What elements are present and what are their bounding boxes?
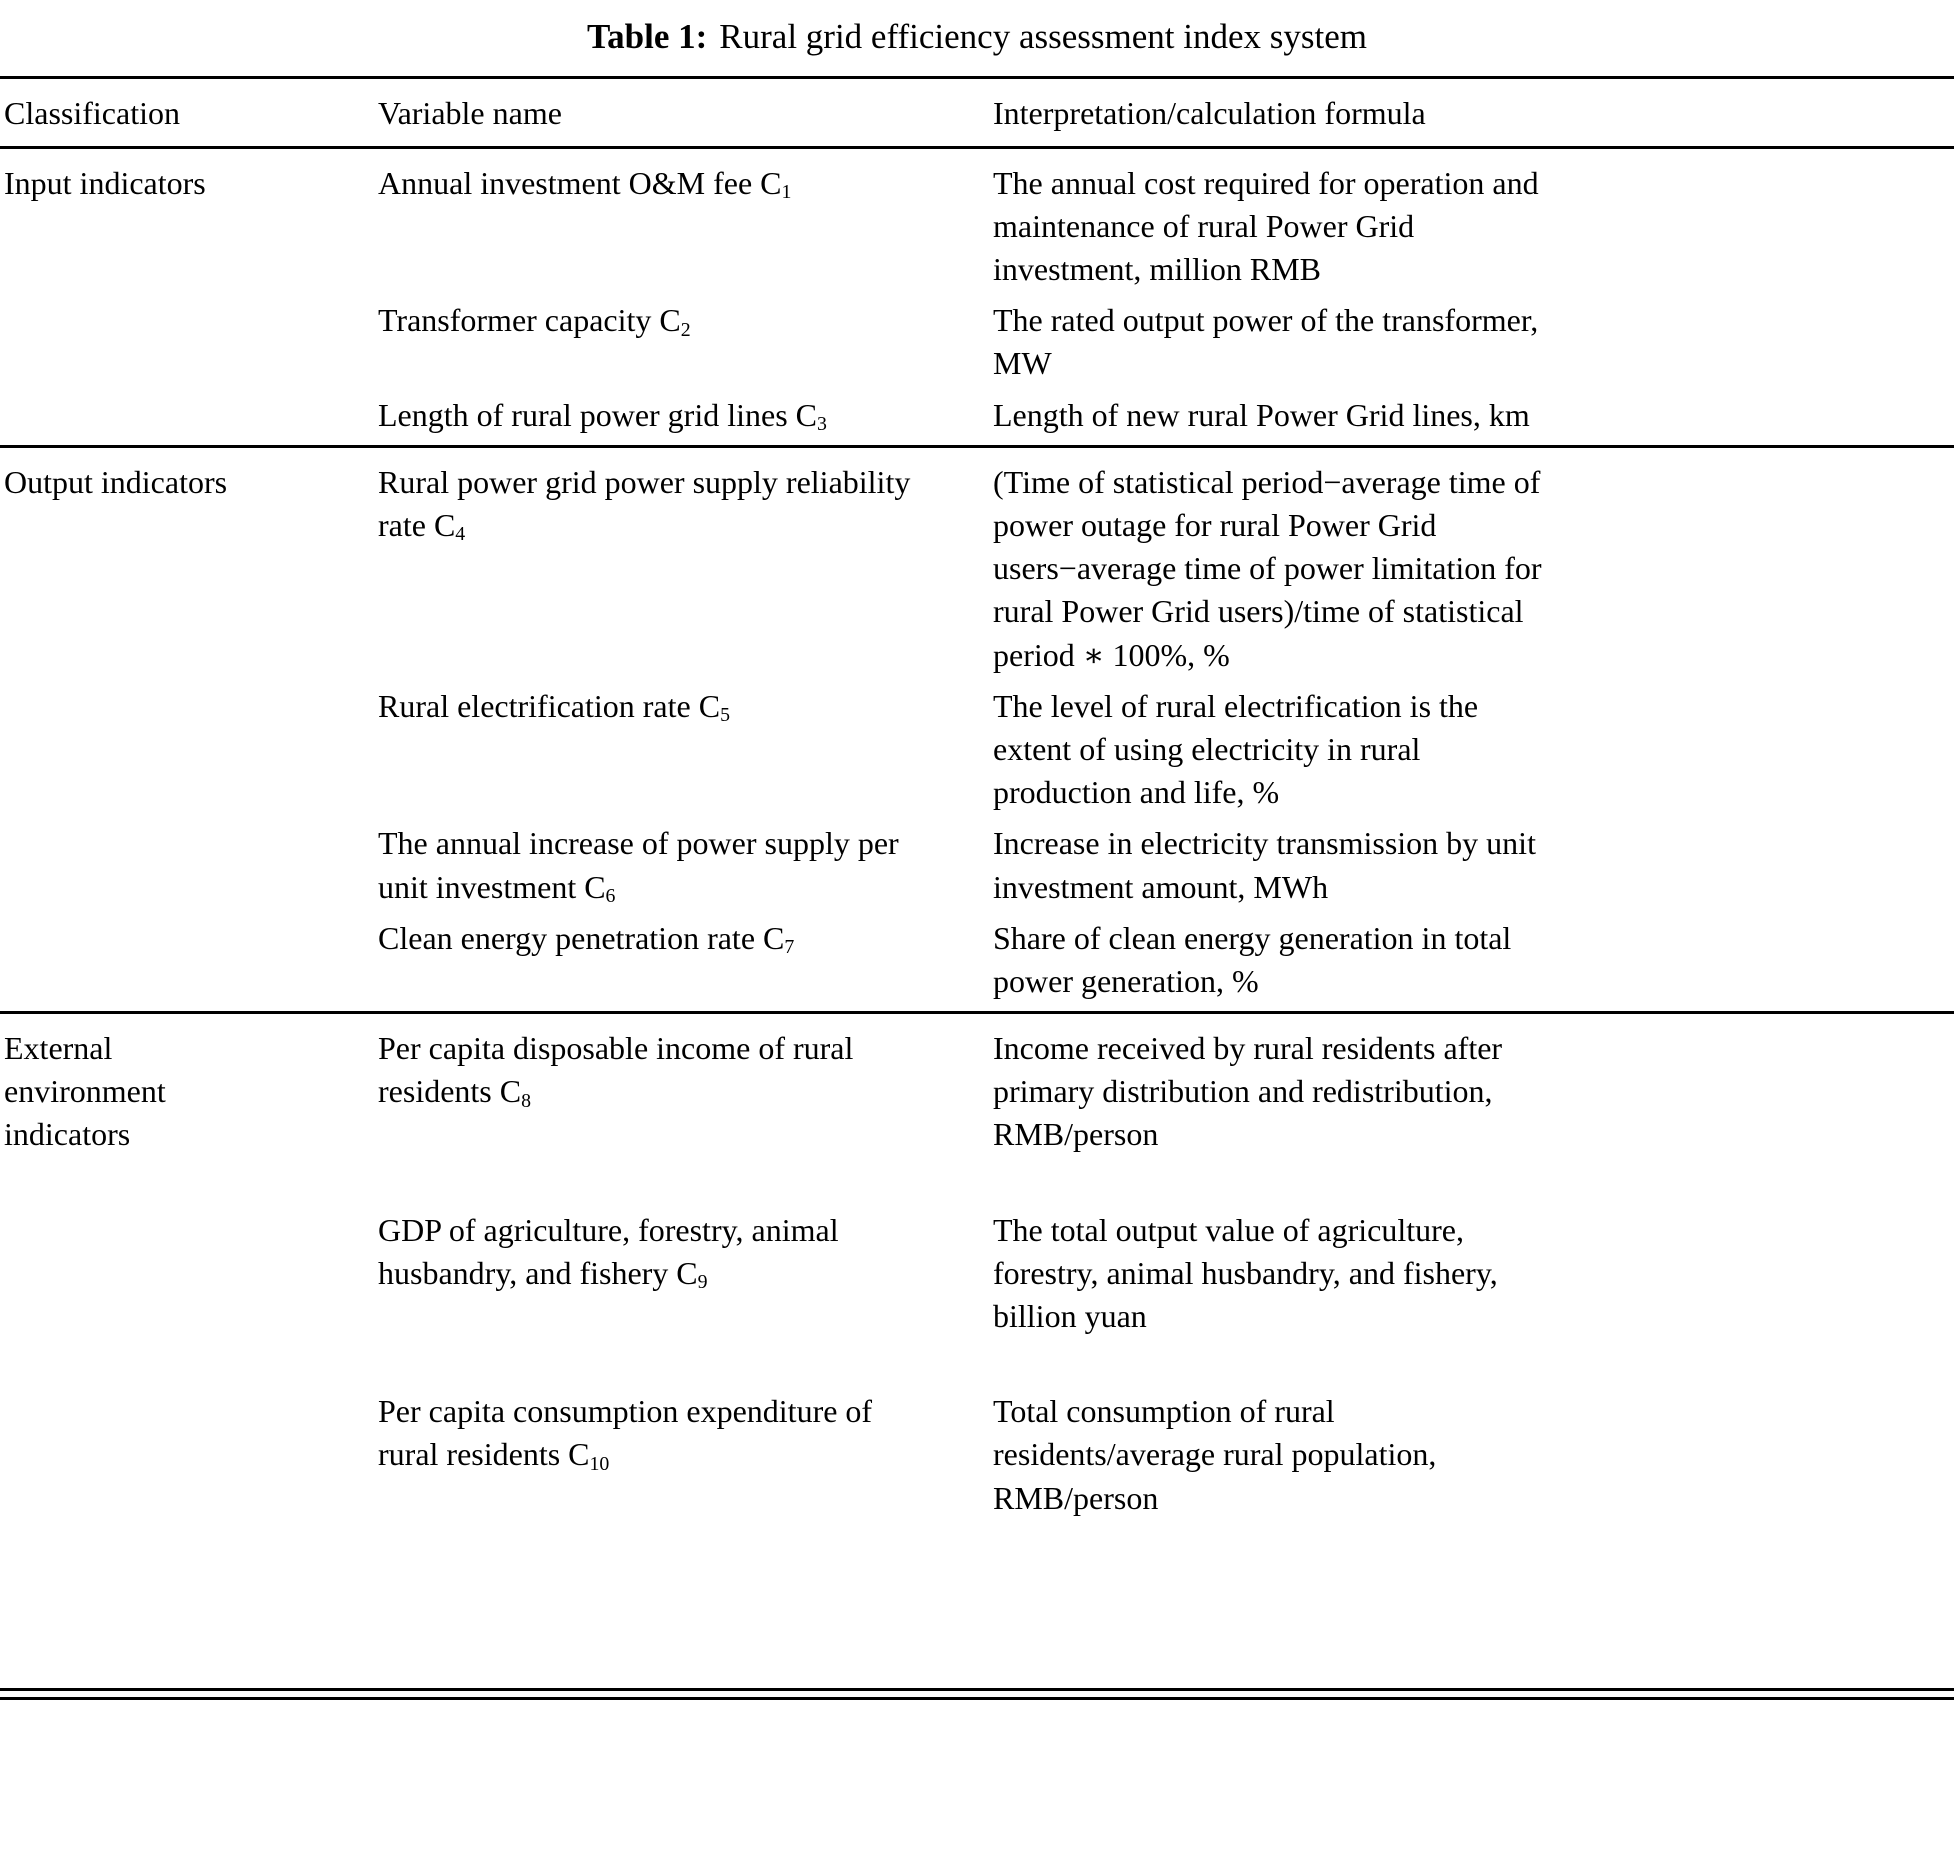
- table-title-label: Table 1:: [587, 17, 708, 56]
- cell-classification: [0, 299, 378, 393]
- cell-variable-name: [378, 299, 993, 393]
- cell-formula: (Time of statistical period−average time of power outage for rural Power Grid users−average time of power limitation for rural Power Grid users)/time of statistical period ∗ 100%, %: [993, 463, 1542, 673]
- cell-classification: [0, 1390, 378, 1689]
- variable-subscript: 8: [521, 1089, 532, 1112]
- cell-variable-name: [378, 1013, 993, 1209]
- variable-text: GDP of agriculture, forestry, animal husbandry, and fishery C: [378, 1211, 839, 1291]
- cell-formula: Increase in electricity transmission by unit investment amount, MWh: [993, 825, 1536, 905]
- cell-variable-name: [378, 446, 993, 684]
- table-group: [0, 1013, 1954, 1690]
- table-row: [0, 446, 1954, 684]
- table-row: [0, 822, 1954, 916]
- cell-formula: Income received by rural residents after primary distribution and redistribution, RMB/person: [993, 1030, 1503, 1153]
- cell-formula: The annual cost required for operation and maintenance of rural Power Grid investment, million RMB: [993, 164, 1539, 288]
- variable-text: Per capita disposable income of rural residents C: [378, 1030, 854, 1110]
- variable-subscript: 3: [817, 412, 827, 435]
- variable-subscript: 9: [697, 1271, 708, 1294]
- variable-text: Per capita consumption expenditure of rural residents C: [378, 1393, 873, 1473]
- cell-formula: The total output value of agriculture, forestry, animal husbandry, and fishery, billion yuan: [993, 1211, 1498, 1334]
- table-title-text: Rural grid efficiency assessment index system: [719, 17, 1367, 56]
- cell-classification: External environment indicators: [4, 1030, 166, 1153]
- table-bottom-rule: [0, 1697, 1954, 1700]
- cell-classification: [0, 917, 378, 1013]
- cell-variable-name: [378, 822, 993, 916]
- column-header-classification: Classification: [4, 94, 180, 131]
- table-group: [0, 446, 1954, 1012]
- cell-variable-name: [378, 1390, 993, 1689]
- variable-subscript: 2: [680, 318, 691, 341]
- cell-variable-name: [378, 1209, 993, 1391]
- cell-classification: Input indicators: [4, 164, 206, 201]
- cell-classification: [0, 1209, 378, 1391]
- table-row: [0, 1209, 1954, 1391]
- variable-text: Annual investment O&M fee C: [378, 164, 782, 201]
- cell-variable-name: [378, 685, 993, 823]
- table-row: [0, 1013, 1954, 1209]
- table-row: [0, 685, 1954, 823]
- table-row: [0, 1390, 1954, 1689]
- variable-subscript: 7: [784, 936, 795, 959]
- cell-variable-name: [378, 394, 993, 447]
- cell-classification: [0, 685, 378, 823]
- variable-text: Rural power grid power supply reliability rate C: [378, 463, 911, 543]
- variable-text: Transformer capacity C: [378, 302, 681, 339]
- cell-formula: Share of clean energy generation in total power generation, %: [993, 919, 1512, 999]
- variable-subscript: 4: [455, 523, 466, 546]
- table-header-row: [0, 77, 1954, 147]
- variable-subscript: 10: [589, 1452, 610, 1475]
- table-title: [0, 14, 1954, 60]
- column-header-formula: Interpretation/calculation formula: [993, 94, 1426, 131]
- variable-text: Clean energy penetration rate C: [378, 919, 785, 956]
- variable-text: The annual increase of power supply per unit investment C: [378, 825, 899, 905]
- table-row: [0, 147, 1954, 299]
- cell-formula: The level of rural electrification is the extent of using electricity in rural production and life, %: [993, 687, 1479, 811]
- variable-text: Rural electrification rate C: [378, 687, 721, 724]
- table-row: [0, 917, 1954, 1013]
- variable-subscript: 5: [720, 704, 730, 727]
- variable-subscript: 6: [605, 884, 616, 907]
- cell-classification: Output indicators: [4, 463, 228, 500]
- index-system-table: [0, 76, 1954, 1691]
- cell-variable-name: [378, 917, 993, 1013]
- column-header-variable-name: Variable name: [378, 94, 562, 131]
- table-group: [0, 147, 1954, 446]
- cell-formula: Total consumption of rural residents/average rural population, RMB/person: [993, 1393, 1437, 1516]
- table-row: [0, 394, 1954, 447]
- variable-text: Length of rural power grid lines C: [378, 396, 817, 433]
- table-header: [0, 77, 1954, 147]
- table-row: [0, 299, 1954, 393]
- cell-formula: Length of new rural Power Grid lines, km: [993, 396, 1530, 433]
- cell-formula: The rated output power of the transformer, MW: [993, 302, 1539, 382]
- cell-classification: [0, 822, 378, 916]
- cell-classification: [0, 394, 378, 447]
- cell-variable-name: [378, 147, 993, 299]
- variable-subscript: 1: [781, 181, 792, 204]
